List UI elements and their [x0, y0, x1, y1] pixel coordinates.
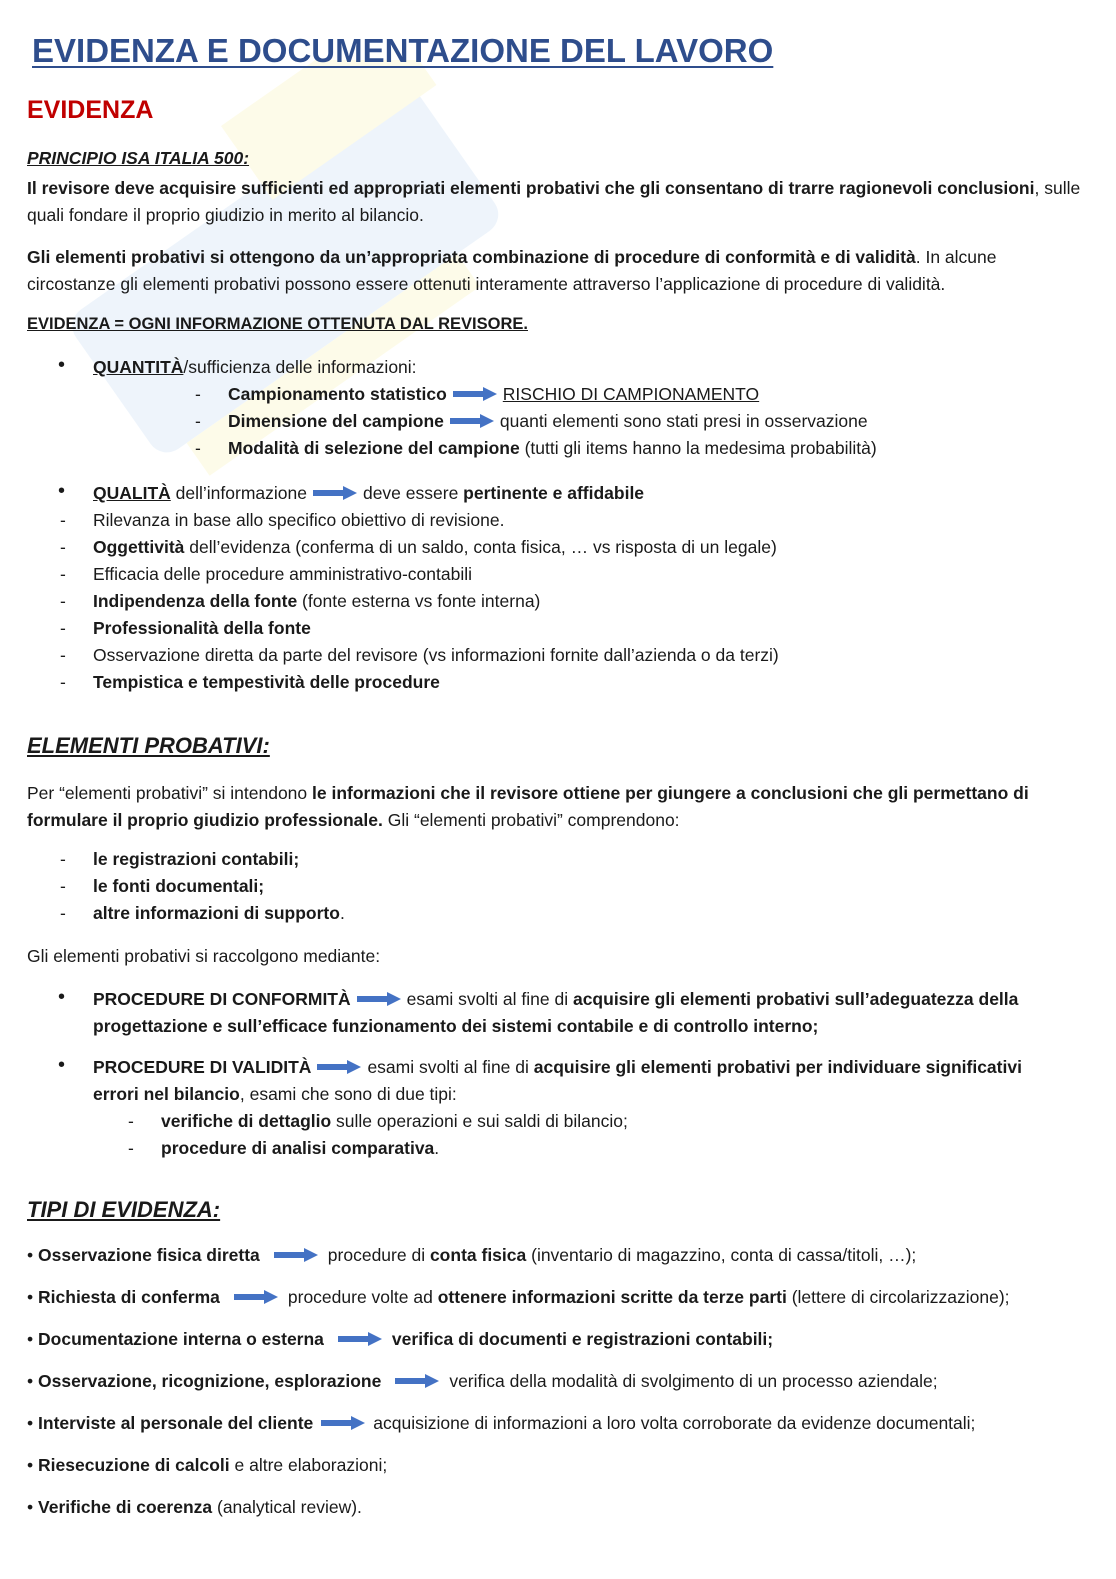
tipi-item-1-bold: conta fisica	[429, 1245, 527, 1265]
arrow-right-icon	[234, 1290, 278, 1304]
tipi-bullet-4: •	[27, 1371, 34, 1391]
tipi-item-5-plain: acquisizione di informazioni a loro volta corroborate da evidenze documentali;	[373, 1413, 976, 1433]
conformita-plain: esami svolti al fine di	[406, 989, 573, 1009]
qualita-item-5-bold: Professionalità della fonte	[93, 618, 311, 638]
quantita-item-1-bold: Campionamento statistico	[228, 384, 447, 404]
tipi-item-2-rest: (lettere di circolarizzazione);	[786, 1287, 1010, 1307]
qualita-item-7-bold: Tempistica e tempestività delle procedure	[93, 672, 440, 692]
arrow-right-icon	[317, 1060, 361, 1074]
qualita-dash-1: -	[60, 510, 66, 530]
quantita-item-2-after: quanti elementi sono stati presi in osservazione	[499, 411, 868, 431]
qualita-item-4-text: (fonte esterna vs fonte interna)	[297, 591, 541, 611]
conformita-label: PROCEDURE DI CONFORMITÀ	[93, 989, 351, 1009]
tipi-bullet-6: •	[27, 1455, 34, 1475]
tipi-item-4	[27, 1371, 938, 1392]
tipi-item-1	[27, 1245, 916, 1266]
tipi-bullet-1: •	[27, 1245, 34, 1265]
validita-bold-2: errori nel bilancio	[93, 1084, 240, 1104]
qualita-dash-5: -	[60, 618, 66, 638]
validita-sub-2	[161, 1138, 439, 1159]
tipi-item-2-label: Richiesta di conferma	[38, 1287, 220, 1307]
validita-plain: esami svolti al fine di	[367, 1057, 534, 1077]
isa-p2-rest: . In alcune circostanze gli elementi probativi possono essere ottenuti interamente attraverso l’applicazione di procedure di validità.	[27, 247, 997, 294]
qualita-item-3-text: Efficacia delle procedure amministrativo-contabili	[93, 564, 473, 584]
tipi-evidenza-heading: TIPI DI EVIDENZA:	[27, 1197, 221, 1222]
conformita-line-1	[93, 989, 1018, 1010]
section-heading-evidenza: EVIDENZA	[27, 96, 154, 124]
qualita-item-7	[93, 672, 440, 693]
tipi-item-2-plain: procedure volte ad	[287, 1287, 438, 1307]
tipi-bullet-2: •	[27, 1287, 34, 1307]
quantita-line	[93, 357, 417, 378]
rischio-campionamento: RISCHIO DI CAMPIONAMENTO	[502, 384, 760, 404]
qualita-item-4-bold: Indipendenza della fonte	[93, 591, 298, 611]
qualita-item-5	[93, 618, 311, 639]
tipi-item-3-bold: verifica di documenti e registrazioni contabili;	[391, 1329, 774, 1349]
validita-sub-2-bold: procedure di analisi comparativa	[161, 1138, 435, 1158]
qualita-item-2-text: dell’evidenza (conferma di un saldo, conta fisica, … vs risposta di un legale)	[184, 537, 777, 557]
coerenza-rest: (analytical review).	[212, 1497, 362, 1517]
qualita-after-bold: pertinente e affidabile	[463, 483, 645, 503]
bullet-qualita: •	[58, 480, 66, 502]
elementi-p-bold: le informazioni che il revisore ottiene per giungere a conclusioni che gli permettano di formulare il proprio giudizio professionale.	[27, 783, 1029, 830]
elementi-list-1-bold: le registrazioni contabili;	[93, 849, 300, 869]
tipi-item-2	[27, 1287, 1010, 1308]
tipi-item-3-label: Documentazione interna o esterna	[38, 1329, 324, 1349]
validita-dash-1: -	[128, 1111, 134, 1131]
elementi-list-item-3	[93, 903, 345, 924]
qualita-item-2-bold: Oggettività	[93, 537, 185, 557]
tipi-item-1-plain: procedure di	[327, 1245, 430, 1265]
arrow-right-icon	[395, 1374, 439, 1388]
arrow-right-icon	[450, 414, 494, 428]
qualita-dash-2: -	[60, 537, 66, 557]
page-title: EVIDENZA E DOCUMENTAZIONE DEL LAVORO	[32, 32, 774, 69]
elementi-list-item-1	[93, 849, 299, 870]
isa-p2-bold: Gli elementi probativi si ottengono da un’appropriata combinazione di procedure di conformità e di validità	[27, 247, 916, 267]
validita-dash-2: -	[128, 1138, 134, 1158]
tipi-item-5-label: Interviste al personale del cliente	[38, 1413, 314, 1433]
tipi-item-3	[27, 1329, 773, 1350]
elementi-dash-2: -	[60, 876, 66, 896]
quantita-label: QUANTITÀ	[93, 357, 184, 377]
elementi-dash-1: -	[60, 849, 66, 869]
quantita-item-campionamento	[228, 384, 759, 405]
arrow-right-icon	[313, 486, 357, 500]
arrow-right-icon	[321, 1416, 365, 1430]
qualita-item-3	[93, 564, 472, 585]
elementi-dash-3: -	[60, 903, 66, 923]
quantita-dash-1: -	[195, 384, 201, 404]
conformita-line-2: progettazione e sull’efficace funzionamento dei sistemi contabile e di controllo interno;	[93, 1016, 819, 1036]
validita-line-2	[93, 1084, 457, 1105]
qualita-dash-3: -	[60, 564, 66, 584]
tipi-bullet-3: •	[27, 1329, 34, 1349]
validita-line-1	[93, 1057, 1022, 1078]
isa-paragraph-2	[27, 244, 1087, 298]
qualita-item-6	[93, 645, 779, 666]
tipi-bullet-5: •	[27, 1413, 34, 1433]
elementi-list-2-bold: le fonti documentali;	[93, 876, 265, 896]
qualita-rest: dell’informazione	[170, 483, 307, 503]
qualita-label: QUALITÀ	[93, 483, 171, 503]
bullet-conformita: •	[58, 986, 66, 1008]
quantita-item-3-after: (tutti gli items hanno la medesima probabilità)	[519, 438, 877, 458]
elementi-list-item-2	[93, 876, 264, 897]
elementi-p-plain1: Per “elementi probativi” si intendono	[27, 783, 313, 803]
tipi-item-1-rest: (inventario di magazzino, conta di cassa/titoli, …);	[526, 1245, 917, 1265]
quantita-item-dimensione	[228, 411, 868, 432]
tipi-item-1-label: Osservazione fisica diretta	[38, 1245, 260, 1265]
quantita-dash-3: -	[195, 438, 201, 458]
tipi-bullet-7: •	[27, 1497, 34, 1517]
conformita-bold-1: acquisire gli elementi probativi sull’adeguatezza della	[572, 989, 1019, 1009]
isa-p1-rest: , sulle quali fondare il proprio giudizio in merito al bilancio.	[27, 178, 1081, 225]
qualita-item-1	[93, 510, 504, 531]
qualita-item-2	[93, 537, 777, 558]
raccolta-intro: Gli elementi probativi si raccolgono mediante:	[27, 946, 381, 966]
qualita-line	[93, 483, 644, 504]
qualita-item-6-text: Osservazione diretta da parte del revisore (vs informazioni fornite dall’azienda o da terzi)	[93, 645, 779, 665]
qualita-item-1-text: Rilevanza in base allo specifico obiettivo di revisione.	[93, 510, 505, 530]
bullet-quantita: •	[58, 354, 66, 376]
quantita-item-3-bold: Modalità di selezione del campione	[228, 438, 520, 458]
bullet-validita: •	[58, 1054, 66, 1076]
validita-bold-1: acquisire gli elementi probativi per individuare significativi	[533, 1057, 1022, 1077]
riesecuzione-label: Riesecuzione di calcoli	[38, 1455, 230, 1475]
tipi-item-riesecuzione	[27, 1455, 387, 1476]
arrow-right-icon	[357, 992, 401, 1006]
quantita-rest: /sufficienza delle informazioni:	[183, 357, 417, 377]
qualita-dash-7: -	[60, 672, 66, 692]
qualita-after-plain: deve essere	[362, 483, 464, 503]
tipi-item-2-bold: ottenere informazioni scritte da terze parti	[437, 1287, 787, 1307]
elementi-p-plain2: Gli “elementi probativi” comprendono:	[382, 810, 680, 830]
tipi-item-5	[27, 1413, 975, 1434]
validita-plain-2: , esami che sono di due tipi:	[239, 1084, 457, 1104]
isa-paragraph-1	[27, 175, 1087, 229]
quantita-item-modalita	[228, 438, 877, 459]
qualita-dash-4: -	[60, 591, 66, 611]
elementi-probativi-heading: ELEMENTI PROBATIVI:	[27, 733, 270, 758]
quantita-item-2-bold: Dimensione del campione	[228, 411, 444, 431]
validita-sub-1	[161, 1111, 628, 1132]
arrow-right-icon	[453, 387, 497, 401]
arrow-right-icon	[274, 1248, 318, 1262]
qualita-dash-6: -	[60, 645, 66, 665]
tipi-item-4-label: Osservazione, ricognizione, esplorazione	[38, 1371, 382, 1391]
coerenza-label: Verifiche di coerenza	[38, 1497, 213, 1517]
isa-heading: PRINCIPIO ISA ITALIA 500:	[27, 148, 250, 168]
tipi-item-4-plain: verifica della modalità di svolgimento di un processo aziendale;	[449, 1371, 938, 1391]
qualita-item-4	[93, 591, 540, 612]
validita-sub-1-bold: verifiche di dettaglio	[161, 1111, 332, 1131]
validita-sub-2-text: .	[434, 1138, 440, 1158]
tipi-item-coerenza	[27, 1497, 362, 1518]
validita-sub-1-text: sulle operazioni e sui saldi di bilancio;	[331, 1111, 628, 1131]
elementi-list-3-bold: altre informazioni di supporto	[93, 903, 340, 923]
arrow-right-icon	[338, 1332, 382, 1346]
quantita-dash-2: -	[195, 411, 201, 431]
evidenza-definition: EVIDENZA = OGNI INFORMAZIONE OTTENUTA DAL REVISORE.	[27, 315, 528, 333]
elementi-definition	[27, 780, 1087, 834]
validita-label: PROCEDURE DI VALIDITÀ	[93, 1057, 312, 1077]
elementi-list-3-text: .	[339, 903, 345, 923]
riesecuzione-rest: e altre elaborazioni;	[229, 1455, 388, 1475]
isa-p1-bold: Il revisore deve acquisire sufficienti ed appropriati elementi probativi che gli consentano di trarre ragionevoli conclusioni	[27, 178, 1035, 198]
